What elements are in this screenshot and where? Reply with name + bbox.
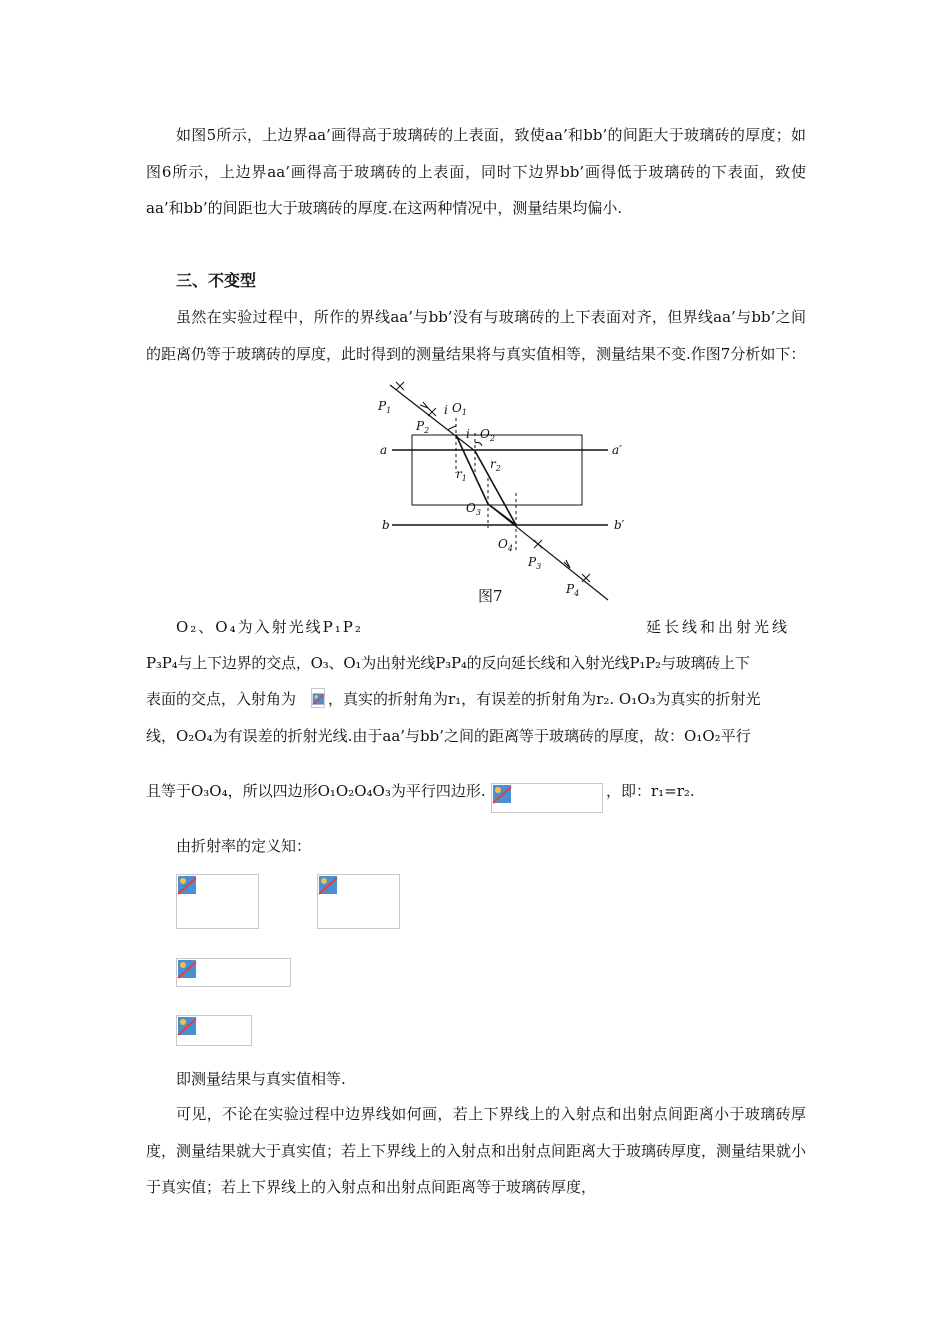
svg-text:O4: $O_4$: [498, 537, 513, 553]
broken-image-formula-n-error: [317, 874, 400, 929]
svg-text:b′: b′: [614, 518, 625, 532]
p3-line5-b: ，即：r₁=r₂.: [606, 782, 695, 800]
p3-line3-b: ，真实的折射角为r₁，有误差的折射角为r₂. O₁O₃为真实的折射光: [328, 690, 761, 708]
svg-text:a′: a′: [612, 443, 622, 457]
svg-text:r2: $r_2$: [490, 457, 501, 473]
p3-line2: P₃P₄与上下边界的交点，O₃、O₁为出射光线P₃P₄的反向延长线和入射光线P₁P₂与玻璃砖上下: [146, 654, 750, 672]
svg-text:b: b: [382, 518, 390, 532]
svg-text:O3: $O_3$: [466, 501, 481, 517]
broken-image-icon: [318, 875, 338, 895]
broken-image-equation-1: [491, 783, 603, 813]
svg-text:a: a: [380, 443, 388, 457]
paragraph-1: 如图5所示，上边界aa’画得高于玻璃砖的上表面，致使aa’和bb’的间距大于玻璃砖的厚度；如图6所示，上边界aa’画得高于玻璃砖的上表面，同时下边界bb’画得低于玻璃砖的下表面，致使aa’和bb’的间距也大于玻璃砖的厚度.在这两种情况中，测量结果均偏小.: [146, 126, 806, 217]
broken-image-icon: [177, 1016, 197, 1036]
svg-text:r1: $r_1$: [456, 467, 467, 483]
paragraph-6: 可见，不论在实验过程中边界线如何画，若上下界线上的入射点和出射点间距离小于玻璃砖厚度，测量结果就大于真实值；若上下界线上的入射点和出射点间距离大于玻璃砖厚度，测量结果就小于真实值；若上下界线上的入射点和出射点间距离等于玻璃砖厚度，: [146, 1105, 807, 1196]
broken-image-icon: [312, 689, 326, 709]
p3-line5-a: 且等于O₃O₄，所以四边形O₁O₂O₄O₃为平行四边形.: [146, 782, 486, 800]
paragraph-4: 由折射率的定义知：: [176, 837, 312, 855]
p3-line3-a: 表面的交点，入射角为: [146, 690, 297, 708]
broken-image-icon: [177, 959, 197, 979]
svg-text:i: i: [444, 403, 448, 417]
svg-text:i: i: [466, 427, 470, 441]
p3-line1-left: O₂、O₄为入射光线P₁P₂: [176, 618, 363, 636]
svg-text:O2: $O_2$: [480, 427, 495, 443]
svg-text:P1: $P_1$: [378, 399, 392, 415]
svg-text:P3: $P_3$: [528, 555, 542, 571]
paragraph-2: 虽然在实验过程中，所作的界线aa’与bb’没有与玻璃砖的上下表面对齐，但界线aa’与bb’之间的距离仍等于玻璃砖的厚度，此时得到的测量结果将与真实值相等，测量结果不变.作图7分析如下：: [146, 308, 806, 363]
parallel-segment: [488, 504, 516, 525]
incident-ray: [390, 385, 475, 451]
figure-7-diagram: [368, 378, 628, 610]
p3-line4: 线，O₂O₄为有误差的折射光线.由于aa’与bb’之间的距离等于玻璃砖的厚度，故：O₁O₂平行: [146, 727, 751, 745]
svg-text:P4: $P_4$: [566, 582, 580, 598]
paragraph-5: 即测量结果与真实值相等.: [176, 1070, 346, 1088]
broken-image-formula-3: [176, 958, 291, 987]
broken-image-icon: [177, 875, 197, 895]
broken-image-angle-i: [311, 688, 325, 708]
p3-line1-right: 延长线和出射光线: [646, 618, 791, 636]
svg-text:O1: $O_1$: [452, 401, 467, 417]
svg-text:P2: $P_2$: [416, 419, 430, 435]
broken-image-formula-4: [176, 1015, 252, 1046]
section-heading: 三、不变型: [176, 271, 257, 290]
broken-image-formula-n-true: [176, 874, 259, 929]
figure-caption: 图7: [478, 587, 503, 605]
broken-image-icon: [492, 784, 512, 804]
